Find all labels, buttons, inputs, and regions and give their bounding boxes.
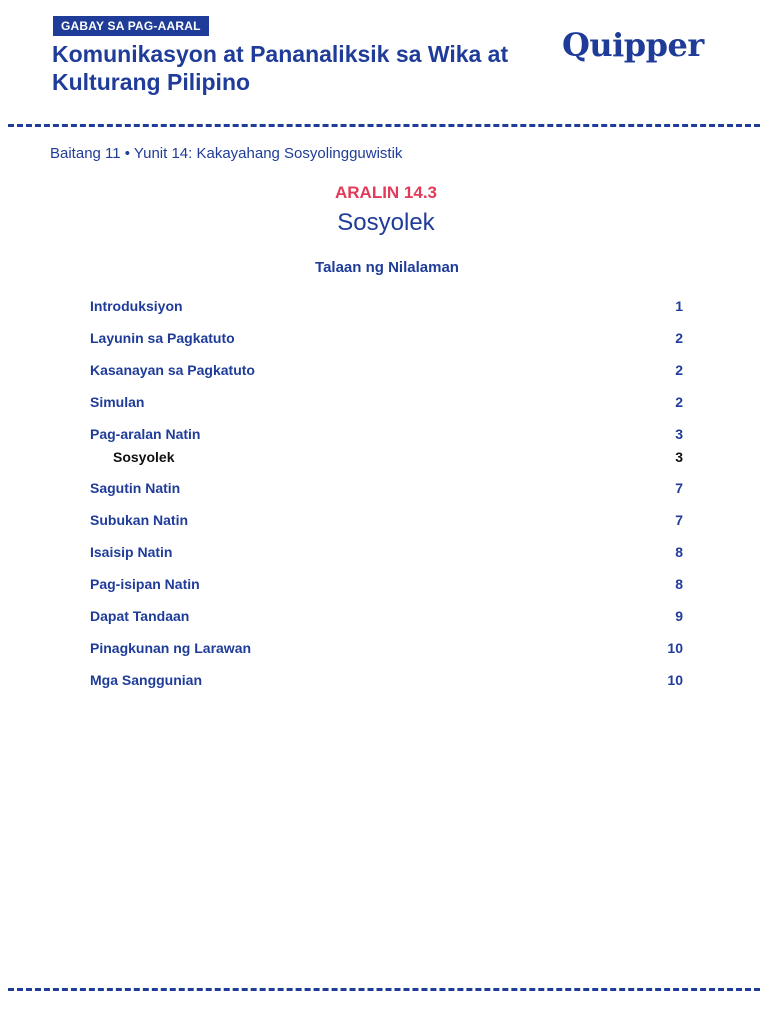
- toc-item-page: 2: [675, 394, 683, 410]
- toc-subitem-page: 3: [675, 449, 683, 465]
- toc-heading: Talaan ng Nilalaman: [315, 259, 459, 276]
- toc-item-label: Pag-aralan Natin: [90, 426, 201, 442]
- toc-item-label: Isaisip Natin: [90, 544, 173, 560]
- toc-item-page: 9: [675, 608, 683, 624]
- toc-item-label: Introduksiyon: [90, 298, 183, 314]
- toc-item-label: Pag-isipan Natin: [90, 576, 200, 592]
- breadcrumb: Baitang 11 • Yunit 14: Kakayahang Sosyolingguwistik: [50, 145, 403, 162]
- toc-item[interactable]: [90, 480, 685, 500]
- toc-item[interactable]: [90, 298, 685, 318]
- toc-item-page: 7: [675, 512, 683, 528]
- toc-subitem[interactable]: [90, 449, 685, 469]
- quipper-logo: Quipper: [562, 26, 704, 64]
- toc-item[interactable]: [90, 640, 685, 660]
- toc-item-label: Dapat Tandaan: [90, 608, 190, 624]
- lesson-title: Sosyolek: [337, 209, 435, 236]
- top-dashed-divider: [8, 124, 760, 127]
- toc-item-label: Simulan: [90, 394, 145, 410]
- toc-item-page: 2: [675, 362, 683, 378]
- toc-item-label: Mga Sanggunian: [90, 672, 202, 688]
- toc-item-label: Subukan Natin: [90, 512, 189, 528]
- toc-item[interactable]: [90, 672, 685, 692]
- guide-badge: GABAY SA PAG-AARAL: [53, 16, 209, 36]
- toc-item[interactable]: [90, 512, 685, 532]
- toc-item-page: 3: [675, 426, 683, 442]
- toc-item-label: Kasanayan sa Pagkatuto: [90, 362, 255, 378]
- toc-item[interactable]: [90, 330, 685, 350]
- bottom-dashed-divider: [8, 988, 760, 991]
- toc-item[interactable]: [90, 362, 685, 382]
- course-title: Komunikasyon at Pananaliksik sa Wika at Kulturang Pilipino: [52, 41, 509, 95]
- toc-item[interactable]: [90, 426, 685, 446]
- toc-item-page: 10: [667, 640, 683, 656]
- toc-item[interactable]: [90, 576, 685, 596]
- toc-item-page: 7: [675, 480, 683, 496]
- toc-item-label: Pinagkunan ng Larawan: [90, 640, 252, 656]
- toc-item-page: 8: [675, 544, 683, 560]
- toc-item-label: Layunin sa Pagkatuto: [90, 330, 235, 346]
- toc-item[interactable]: [90, 608, 685, 628]
- toc-item-label: Sagutin Natin: [90, 480, 181, 496]
- toc-item-page: 2: [675, 330, 683, 346]
- lesson-number: ARALIN 14.3: [334, 183, 438, 202]
- toc-item-page: 8: [675, 576, 683, 592]
- toc-item[interactable]: [90, 394, 685, 414]
- toc-item-page: 1: [675, 298, 683, 314]
- toc-item-page: 10: [667, 672, 683, 688]
- toc-subitem-label: Sosyolek: [113, 449, 175, 465]
- toc-item[interactable]: [90, 544, 685, 564]
